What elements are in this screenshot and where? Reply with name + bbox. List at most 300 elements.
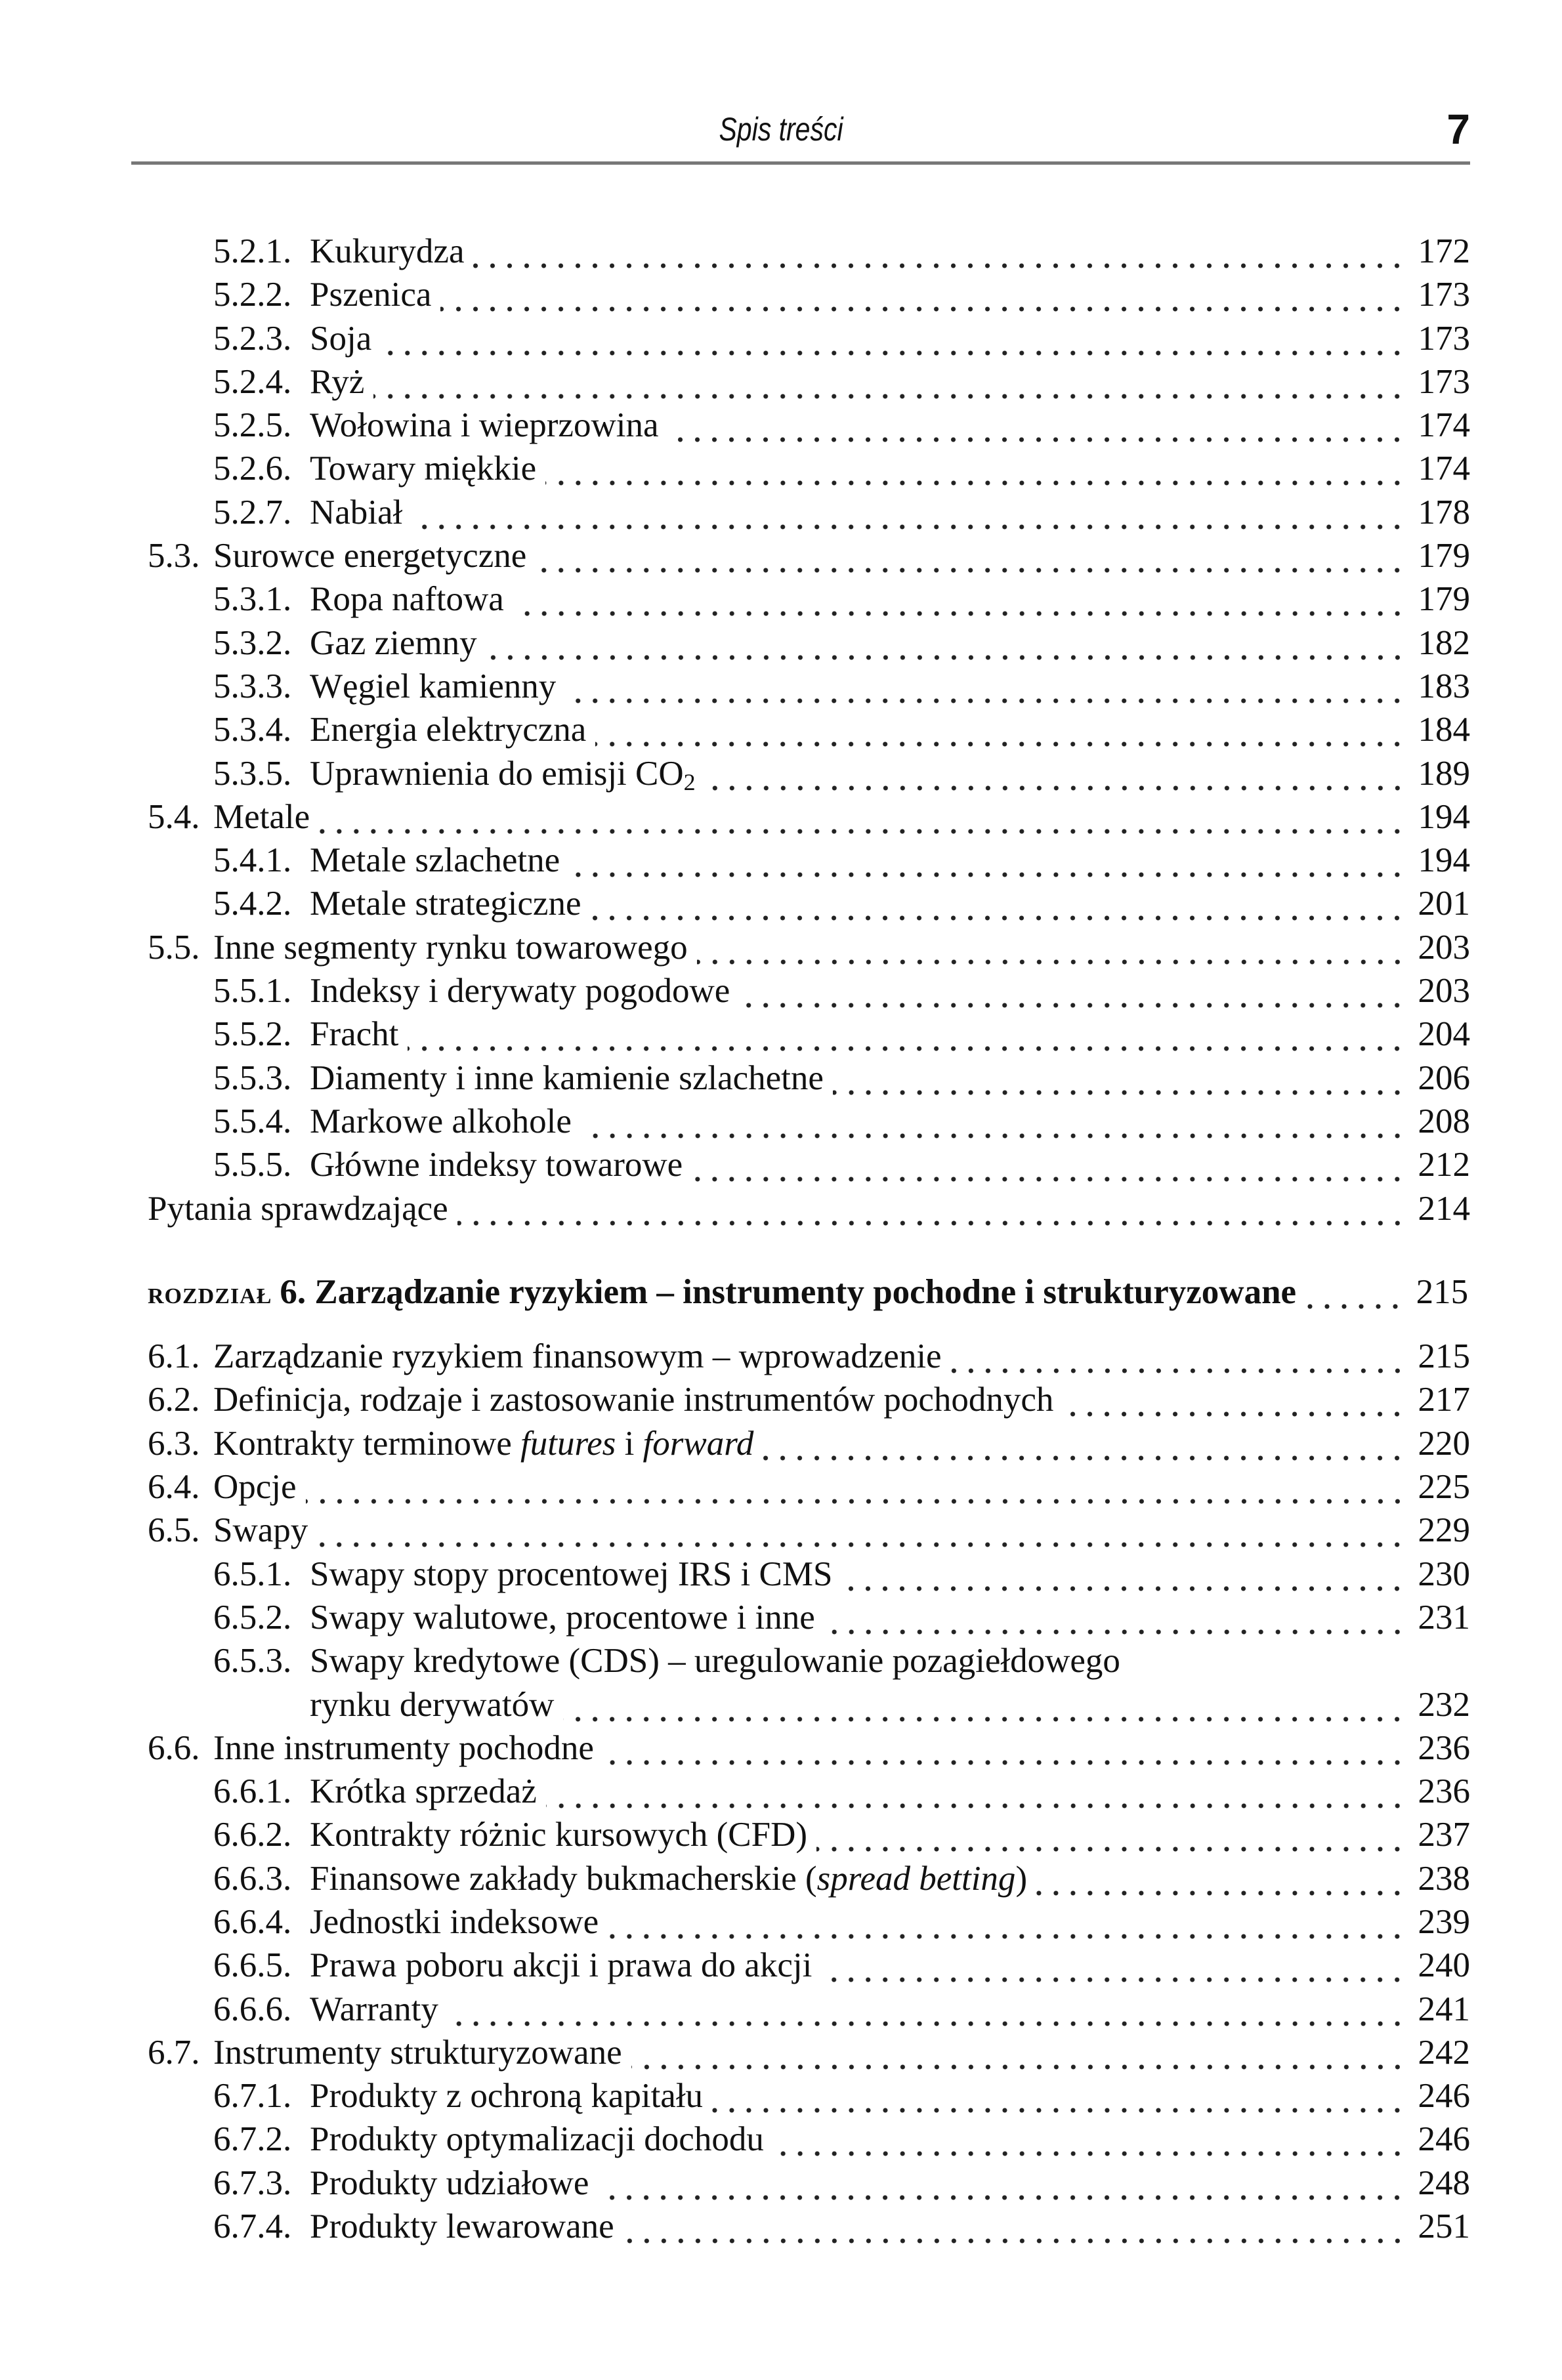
toc-entry — [0, 1553, 1562, 1596]
toc-entry — [0, 1988, 1562, 2031]
entry-number: 6.4. — [148, 1468, 200, 1507]
title-segment: Pszenica — [310, 276, 432, 314]
toc-entry — [0, 752, 1562, 795]
entry-title-text — [213, 795, 310, 839]
dot-leader — [569, 839, 1406, 882]
title-segment: Warranty — [310, 1990, 438, 2028]
title-segment: Krótka sprzedaż — [310, 1772, 537, 1811]
toc-entry — [0, 1596, 1562, 1639]
toc-entry — [0, 577, 1562, 621]
title-segment: Indeksy i derywaty pogodowe — [310, 972, 730, 1011]
entry-page: 174 — [1418, 406, 1470, 445]
entry-title-text — [310, 1988, 438, 2031]
entry-title-text — [310, 1944, 812, 1987]
dot-leader — [697, 926, 1406, 969]
entry-title-text — [310, 621, 477, 665]
entry-number: 6.7.4. — [213, 2207, 292, 2246]
entry-title — [213, 926, 1470, 969]
entry-number: 5.5.2. — [213, 1015, 292, 1054]
dot-leader — [581, 1100, 1406, 1143]
toc-entry — [0, 2205, 1562, 2248]
toc-entry — [0, 1813, 1562, 1856]
entry-title — [310, 360, 1470, 404]
entry-page: 183 — [1418, 667, 1470, 705]
entry-title-text — [310, 1056, 824, 1100]
entry-number: 6.6.3. — [213, 1859, 292, 1898]
title-segment: futures — [520, 1424, 616, 1463]
toc-entry — [0, 1143, 1562, 1186]
entry-number: 6.7. — [148, 2033, 200, 2072]
toc-entry — [0, 1509, 1562, 1552]
dot-leader — [486, 621, 1406, 665]
running-header-title: Spis treści — [719, 111, 843, 148]
entry-title-text — [310, 2118, 764, 2161]
toc-entry — [0, 1056, 1562, 1100]
header-rule — [131, 161, 1470, 165]
title-segment: Jednostki indeksowe — [310, 1902, 599, 1941]
entry-page: 230 — [1418, 1555, 1470, 1593]
title-segment: ) — [1015, 1859, 1028, 1898]
dot-leader — [373, 360, 1406, 404]
entry-title — [310, 665, 1470, 708]
entry-title — [310, 273, 1470, 316]
toc-entry — [0, 882, 1562, 925]
dot-leader — [833, 1056, 1406, 1100]
entry-page: 225 — [1418, 1468, 1470, 1507]
title-segment: Swapy kredytowe (CDS) – uregulowanie pozagiełdowego — [310, 1642, 1120, 1681]
entry-number: 5.3. — [148, 537, 200, 575]
entry-page: 172 — [1418, 232, 1470, 270]
title-segment: Kontrakty terminowe — [213, 1424, 521, 1463]
table-of-contents — [0, 230, 1562, 2248]
entry-page: 214 — [1418, 1189, 1470, 1228]
entry-number: 6.5.3. — [213, 1642, 292, 1681]
entry-number: 6.7.3. — [213, 2163, 292, 2202]
toc-entry — [0, 404, 1562, 447]
entry-title-text — [310, 230, 464, 273]
title-segment: Nabiał — [310, 493, 403, 532]
toc-entry — [0, 317, 1562, 360]
title-segment: Ryż — [310, 362, 365, 401]
title-segment: Inne segmenty rynku towarowego — [213, 928, 688, 967]
title-segment: Produkty udziałowe — [310, 2163, 589, 2202]
entry-number: 5.4. — [148, 797, 200, 836]
toc-entry — [0, 926, 1562, 969]
dot-leader — [440, 273, 1406, 316]
toc-entry — [0, 2161, 1562, 2205]
entry-number: 6.7.2. — [213, 2120, 292, 2159]
entry-title — [213, 1422, 1470, 1465]
entry-number: 6.1. — [148, 1337, 200, 1376]
entry-number: 6.5.1. — [213, 1555, 292, 1593]
title-segment: Produkty z ochroną kapitału — [310, 2077, 704, 2116]
entry-title — [310, 1553, 1470, 1596]
entry-title — [213, 1335, 1470, 1378]
entry-number: 5.5.5. — [213, 1146, 292, 1184]
page-number: 7 — [1446, 106, 1470, 153]
chapter-entry — [0, 1270, 1562, 1314]
toc-entry — [0, 1900, 1562, 1944]
entry-title — [310, 1143, 1470, 1186]
title-segment: Produkty lewarowane — [310, 2207, 614, 2246]
title-segment: Swapy — [213, 1511, 308, 1550]
dot-leader — [1129, 1639, 1406, 1682]
entry-number: 6.6.4. — [213, 1902, 292, 1941]
title-segment: Metale szlachetne — [310, 841, 560, 880]
entry-title-text — [310, 665, 556, 708]
entry-page: 201 — [1418, 885, 1470, 923]
entry-number: 5.4.2. — [213, 885, 292, 923]
entry-title — [310, 317, 1470, 360]
entry-title-text — [310, 447, 536, 490]
entry-number: 5.3.1. — [213, 580, 292, 619]
toc-entry — [0, 230, 1562, 273]
dot-leader — [457, 1187, 1406, 1230]
entry-page: 220 — [1418, 1424, 1470, 1463]
dot-leader — [317, 1509, 1406, 1552]
title-segment: Metale — [213, 797, 310, 836]
toc-entry — [0, 2074, 1562, 2118]
entry-title-text — [310, 273, 431, 316]
dot-leader — [513, 577, 1406, 621]
entry-title — [213, 1465, 1470, 1509]
title-segment: Zarządzanie ryzykiem finansowym – wprowadzenie — [213, 1337, 942, 1376]
entry-number: 5.4.1. — [213, 841, 292, 880]
entry-title-text — [310, 708, 586, 751]
entry-title-text — [213, 1509, 308, 1552]
entry-number: 5.2.7. — [213, 493, 292, 532]
toc-entry — [0, 1639, 1562, 1682]
entry-page: 174 — [1418, 449, 1470, 488]
toc-entry — [0, 795, 1562, 839]
entry-title — [310, 1944, 1470, 1987]
entry-page: 194 — [1418, 841, 1470, 880]
entry-page: 173 — [1418, 319, 1470, 358]
entry-title — [310, 491, 1470, 534]
dot-leader — [595, 708, 1406, 751]
entry-title — [310, 1013, 1470, 1056]
title-segment: Kukurydza — [310, 232, 465, 270]
entry-page: 215 — [1416, 1272, 1469, 1311]
entry-page: 251 — [1418, 2207, 1470, 2246]
entry-title-text — [310, 1857, 1027, 1900]
entry-page: 239 — [1418, 1902, 1470, 1941]
entry-number: 5.5.4. — [213, 1102, 292, 1140]
entry-title-text — [213, 1465, 297, 1509]
entry-number: 5.2.5. — [213, 406, 292, 445]
entry-page — [1418, 1639, 1470, 1682]
entry-number: 6.3. — [148, 1424, 200, 1463]
toc-entry — [0, 665, 1562, 708]
entry-title-text — [310, 360, 364, 404]
dot-leader — [448, 1988, 1406, 2031]
entry-number: 6.6. — [148, 1728, 200, 1767]
entry-title-text — [213, 926, 688, 969]
entry-page: 236 — [1418, 1772, 1470, 1811]
dot-leader — [536, 534, 1406, 577]
dot-leader — [598, 2161, 1406, 2205]
entry-title-text — [310, 404, 658, 447]
chapter-label: ROZDZIAŁ — [148, 1284, 272, 1308]
title-segment: Energia elektryczna — [310, 711, 587, 749]
entry-number: 5.3.4. — [213, 711, 292, 749]
title-segment: spread betting — [816, 1859, 1016, 1898]
title-segment: Pytania sprawdzające — [148, 1189, 448, 1228]
dot-leader — [821, 1944, 1406, 1987]
entry-page: 246 — [1418, 2120, 1470, 2159]
toc-entry — [0, 1378, 1562, 1421]
toc-entry — [0, 1944, 1562, 1987]
dot-leader — [563, 1683, 1406, 1726]
toc-entry — [0, 1187, 1562, 1230]
title-segment: Surowce energetyczne — [213, 537, 527, 575]
dot-leader — [705, 752, 1406, 795]
entry-title-text — [213, 1335, 942, 1378]
title-segment: Produkty optymalizacji dochodu — [310, 2120, 764, 2159]
dot-leader — [603, 1726, 1406, 1770]
title-segment: Wołowina i wieprzowina — [310, 406, 659, 445]
entry-number: 5.2.6. — [213, 449, 292, 488]
entry-page: 208 — [1418, 1102, 1470, 1140]
title-segment: Kontrakty różnic kursowych (CFD) — [310, 1816, 808, 1854]
entry-title-text — [213, 1422, 753, 1465]
entry-page: 232 — [1418, 1685, 1470, 1724]
dot-leader — [412, 491, 1406, 534]
dot-leader — [590, 882, 1406, 925]
toc-entry — [0, 969, 1562, 1013]
entry-number: 6.2. — [148, 1381, 200, 1419]
title-segment: Diamenty i inne kamienie szlachetne — [310, 1058, 824, 1097]
entry-title-text — [213, 1378, 1053, 1421]
entry-title-text — [310, 1900, 599, 1944]
dot-leader — [319, 795, 1406, 839]
title-segment: Metale strategiczne — [310, 885, 581, 923]
entry-title — [310, 447, 1470, 490]
entry-title-text — [310, 1553, 832, 1596]
title-segment: Instrumenty strukturyzowane — [213, 2033, 622, 2072]
dot-leader — [545, 447, 1406, 490]
toc-entry — [0, 2118, 1562, 2161]
entry-title-text — [310, 752, 696, 795]
dot-leader — [692, 1143, 1406, 1186]
entry-page: 203 — [1418, 972, 1470, 1011]
entry-title — [213, 1726, 1470, 1770]
entry-title — [310, 1900, 1470, 1944]
entry-page: 184 — [1418, 711, 1470, 749]
toc-entry — [0, 1335, 1562, 1378]
entry-title — [310, 708, 1470, 751]
dot-leader — [306, 1465, 1406, 1509]
entry-title-text — [213, 534, 526, 577]
dot-leader — [631, 2031, 1406, 2074]
entry-title-text — [310, 317, 371, 360]
title-segment: Swapy walutowe, procentowe i inne — [310, 1598, 815, 1637]
dot-leader — [739, 969, 1406, 1013]
entry-number: 5.3.5. — [213, 754, 292, 793]
entry-title-text — [310, 969, 730, 1013]
entry-number: 5.3.2. — [213, 623, 292, 662]
toc-entry — [0, 2031, 1562, 2074]
title-segment: Definicja, rodzaje i zastosowanie instrumentów pochodnych — [213, 1381, 1054, 1419]
entry-page: 215 — [1418, 1337, 1470, 1376]
entry-page: 237 — [1418, 1816, 1470, 1854]
entry-title-text — [148, 1270, 1296, 1318]
entry-title — [310, 1056, 1470, 1100]
dot-leader — [408, 1013, 1406, 1056]
dot-leader — [951, 1335, 1406, 1378]
entry-page: 248 — [1418, 2163, 1470, 2202]
toc-entry — [0, 1770, 1562, 1813]
dot-leader — [623, 2205, 1406, 2248]
title-segment: Prawa poboru akcji i prawa do akcji — [310, 1946, 813, 1985]
entry-title-text — [310, 1770, 537, 1813]
entry-title — [310, 1813, 1470, 1856]
entry-title-text — [310, 491, 402, 534]
toc-entry — [0, 534, 1562, 577]
entry-title-text — [213, 1726, 594, 1770]
title-segment: Gaz ziemny — [310, 623, 477, 662]
entry-title — [148, 1187, 1470, 1230]
entry-page: 204 — [1418, 1015, 1470, 1054]
entry-number: 5.5.1. — [213, 972, 292, 1011]
entry-title-text — [310, 2205, 614, 2248]
entry-title — [310, 1683, 1470, 1726]
entry-title — [213, 795, 1470, 839]
entry-title-text — [310, 1813, 807, 1856]
entry-title — [310, 2161, 1470, 2205]
entry-title-text — [310, 1683, 554, 1726]
entry-page: 206 — [1418, 1058, 1470, 1097]
dot-leader — [473, 230, 1406, 273]
toc-entry — [0, 491, 1562, 534]
title-segment: i — [616, 1424, 643, 1463]
toc-entry — [0, 839, 1562, 882]
entry-number: 5.3.3. — [213, 667, 292, 705]
entry-title — [148, 1270, 1470, 1318]
title-segment: Soja — [310, 319, 372, 358]
title-segment: Markowe alkohole — [310, 1102, 572, 1140]
entry-title-text — [310, 2074, 703, 2118]
entry-title — [310, 2118, 1470, 2161]
entry-title-text — [310, 577, 504, 621]
entry-title-text — [310, 2161, 589, 2205]
entry-title — [310, 577, 1470, 621]
entry-page: 203 — [1418, 928, 1470, 967]
entry-title — [310, 882, 1470, 925]
entry-title — [310, 839, 1470, 882]
entry-title — [310, 752, 1470, 795]
entry-title — [213, 1378, 1470, 1421]
title-segment: rynku derywatów — [310, 1685, 555, 1724]
entry-number: 5.2.4. — [213, 362, 292, 401]
dot-leader — [546, 1770, 1406, 1813]
title-segment: 2 — [683, 768, 696, 795]
toc-entry — [0, 273, 1562, 316]
toc-entry — [0, 708, 1562, 751]
entry-page: 246 — [1418, 2077, 1470, 2116]
entry-page: 231 — [1418, 1598, 1470, 1637]
entry-page: 240 — [1418, 1946, 1470, 1985]
dot-leader — [1305, 1270, 1404, 1314]
toc-entry — [0, 360, 1562, 404]
title-segment: Finansowe zakłady bukmacherskie ( — [310, 1859, 817, 1898]
entry-title-text — [310, 1639, 1120, 1682]
entry-number: 6.5. — [148, 1511, 200, 1550]
toc-entry — [0, 1100, 1562, 1143]
entry-page: 173 — [1418, 362, 1470, 401]
entry-number: 5.2.1. — [213, 232, 292, 270]
entry-number: 6.7.1. — [213, 2077, 292, 2116]
entry-title — [310, 2205, 1470, 2248]
entry-title — [213, 2031, 1470, 2074]
entry-title-text — [310, 1143, 683, 1186]
entry-page: 179 — [1418, 580, 1470, 619]
entry-page: 194 — [1418, 797, 1470, 836]
dot-leader — [763, 1422, 1406, 1465]
entry-page: 241 — [1418, 1990, 1470, 2028]
entry-page: 238 — [1418, 1859, 1470, 1898]
toc-entry — [0, 1857, 1562, 1900]
entry-title — [310, 1100, 1470, 1143]
entry-page: 179 — [1418, 537, 1470, 575]
entry-page: 189 — [1418, 754, 1470, 793]
entry-title — [310, 1596, 1470, 1639]
dot-leader — [608, 1900, 1406, 1944]
entry-page: 173 — [1418, 276, 1470, 314]
dot-leader — [841, 1553, 1406, 1596]
entry-number: 5.2.3. — [213, 319, 292, 358]
entry-title-text — [148, 1187, 448, 1230]
entry-page: 217 — [1418, 1381, 1470, 1419]
entry-page: 242 — [1418, 2033, 1470, 2072]
title-segment: Inne instrumenty pochodne — [213, 1728, 594, 1767]
title-segment: Ropa naftowa — [310, 580, 504, 619]
entry-number: 5.5.3. — [213, 1058, 292, 1097]
dot-leader — [1036, 1857, 1406, 1900]
entry-title-text — [310, 882, 581, 925]
entry-title-text — [310, 1596, 815, 1639]
title-segment: forward — [643, 1424, 754, 1463]
toc-entry — [0, 1013, 1562, 1056]
toc-entry — [0, 1422, 1562, 1465]
entry-title — [213, 1509, 1470, 1552]
entry-title-text — [310, 1013, 398, 1056]
entry-title-text — [310, 839, 560, 882]
title-segment: Uprawnienia do emisji CO — [310, 754, 684, 793]
dot-leader — [773, 2118, 1406, 2161]
title-segment: Główne indeksy towarowe — [310, 1146, 683, 1184]
entry-title — [310, 2074, 1470, 2118]
entry-title — [310, 969, 1470, 1013]
toc-entry — [0, 1465, 1562, 1509]
entry-title — [310, 230, 1470, 273]
entry-number: 6.6.5. — [213, 1946, 292, 1985]
dot-leader — [565, 665, 1406, 708]
entry-page: 229 — [1418, 1511, 1470, 1550]
entry-title — [310, 1988, 1470, 2031]
entry-title-text — [213, 2031, 622, 2074]
dot-leader — [381, 317, 1406, 360]
title-segment: Opcje — [213, 1468, 297, 1507]
dot-leader — [1063, 1378, 1406, 1421]
title-segment: 6. Zarządzanie ryzykiem – instrumenty pochodne i strukturyzowane — [280, 1272, 1297, 1311]
entry-page: 182 — [1418, 623, 1470, 662]
dot-leader — [816, 1813, 1406, 1856]
entry-title-text — [310, 1100, 572, 1143]
entry-page: 236 — [1418, 1728, 1470, 1767]
toc-entry — [0, 1726, 1562, 1770]
dot-leader — [824, 1596, 1406, 1639]
